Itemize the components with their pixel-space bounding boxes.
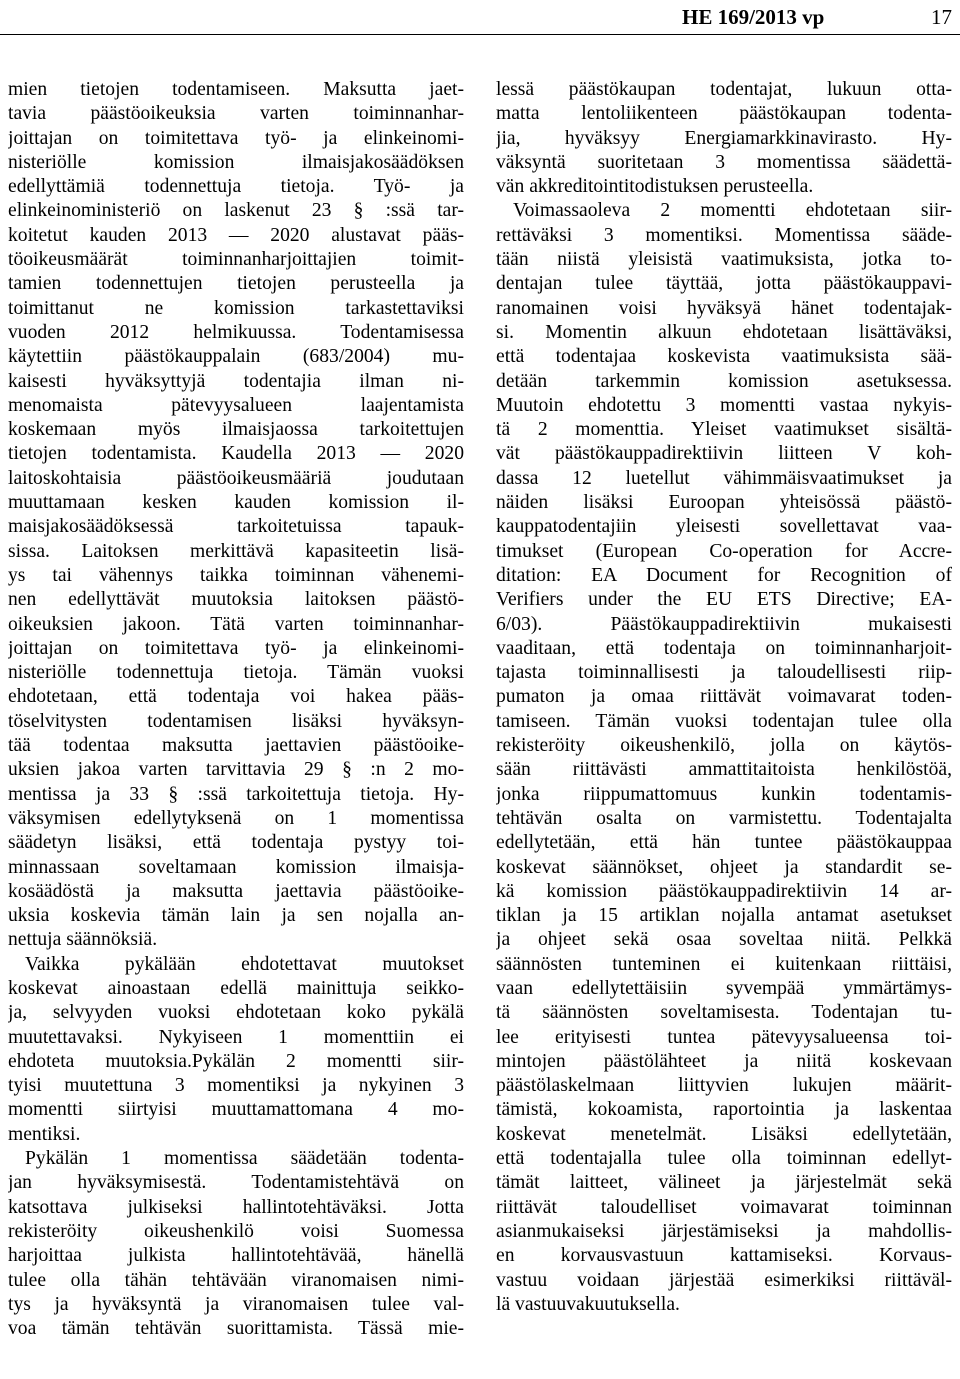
text-line: muuttamaan kesken kauden komission il- xyxy=(8,492,464,514)
text-line: koskevat ainoastaan edellä mainittuja seikko- xyxy=(8,977,464,999)
text-line: tiklan ja 15 artiklan nojalla antamat asetukset xyxy=(496,905,952,927)
text-line: toimittanut ne komission tarkastettaviksi xyxy=(8,297,464,319)
text-line: lee erityisesti tuntea pätevyysalueensa toi- xyxy=(496,1026,952,1048)
text-line: edellyttämiä todennettuja tietoja. Työ- ja xyxy=(8,176,464,198)
text-line: ehdotetaan, että todentaja voi hakea pääs- xyxy=(8,686,464,708)
text-line: vaan edellytettäisiin syvempää ymmärtämys- xyxy=(496,977,952,999)
text-line: nen edellyttävät muutoksia laitoksen päästö- xyxy=(8,589,464,611)
text-line: töselvitysten todentamisen lisäksi hyväksyn- xyxy=(8,710,464,732)
text-line: mentiksi. xyxy=(8,1123,81,1145)
text-line: tulee olla tähän tehtävään viranomaisen nimi- xyxy=(8,1269,464,1291)
header-rule xyxy=(0,34,960,35)
text-line: joittajan on toimitettava työ- ja elinkeinomi- xyxy=(8,637,464,659)
page-number: 17 xyxy=(931,5,952,29)
text-line: että todentajalla tulee olla toiminnan edellyt- xyxy=(496,1148,952,1170)
text-line: tehtävän osalta on varmistettu. Todentajalta xyxy=(496,807,952,829)
text-line: joittajan on toimitettava työ- ja elinkeinomi- xyxy=(8,127,464,149)
text-line: sään riittävästi ammattitaitoista henkilöstöä, xyxy=(496,759,952,781)
left-text-column xyxy=(8,78,464,1341)
text-line: 6/03). Päästökauppadirektiivin mukaisesti xyxy=(496,613,952,635)
text-line: dassa 12 luetellut vähimmäisvaatimukset ja xyxy=(496,467,952,489)
document-reference: HE 169/2013 vp xyxy=(682,5,825,29)
text-line: Verifiers under the EU ETS Directive; EA- xyxy=(496,589,952,611)
text-line: menomaista pätevyysalueen laajentamista xyxy=(8,394,464,416)
text-line: tajasta toiminnallisesti ja taloudellisesti riip- xyxy=(496,662,952,684)
text-line: tämät laitteet, välineet ja järjestelmät sekä xyxy=(496,1172,952,1194)
text-line: rekisteröity oikeushenkilö voisi Suomessa xyxy=(8,1220,464,1242)
text-line: ranomainen voisi hyväksyä hänet todentajak- xyxy=(496,297,952,319)
text-line: lä vastuuvakuutuksella. xyxy=(496,1293,680,1315)
text-line: ja ohjeet sekä osaa soveltaa niitä. Pelkkä xyxy=(496,929,952,951)
text-line: jonka riippumattomuus kunkin todentamis- xyxy=(496,783,952,805)
text-line: töoikeusmäärät toiminnanharjoittajien toimit- xyxy=(8,249,464,271)
text-line: tää todentaa maksutta jaettavien päästöoike- xyxy=(8,735,464,757)
text-line: laitoskohtaisia päästöoikeusmääriä joudutaan xyxy=(8,467,464,489)
text-line: tämistä, kokoamista, raportointia ja laskentaa xyxy=(496,1099,952,1121)
text-line: tys ja hyväksyntä ja viranomaisen tulee val- xyxy=(8,1293,464,1315)
text-line: en korvausvastuun kattamiseksi. Korvaus- xyxy=(496,1245,952,1267)
text-line: maisjakosäädöksessä tarkoitetuissa tapauk- xyxy=(8,516,464,538)
text-line: jia, hyväksyy Energiamarkkinavirasto. Hy- xyxy=(496,127,952,149)
text-line: tä 2 momenttia. Yleiset vaatimukset sisältä- xyxy=(496,419,952,441)
text-line: riittävät taloudelliset voimavarat toiminnan xyxy=(496,1196,952,1218)
text-line: että todentajaa koskevista vaatimuksista sää- xyxy=(496,346,952,368)
text-line: päästölaskelmaan liittyvien lukujen määrit- xyxy=(496,1075,952,1097)
text-line: väksymisen edellytyksenä on 1 momentissa xyxy=(8,807,464,829)
text-line: matta lentoliikenteen päästökaupan todenta- xyxy=(496,103,952,125)
text-line: katsottava julkiseksi hallintotehtäväksi. Jotta xyxy=(8,1196,464,1218)
text-line: säännösten tunteminen ei kuitenkaan riittäisi, xyxy=(496,953,952,975)
text-line: detään tarkemmin komission asetuksessa. xyxy=(496,370,952,392)
text-line: ys tai vähennys taikka toiminnan vähenemi- xyxy=(8,564,464,586)
text-line: vuoden 2012 helmikuussa. Todentamisessa xyxy=(8,321,464,343)
text-line: väksyntä suoritetaan 3 momentissa säädettä- xyxy=(496,151,952,173)
text-line: mentissa ja 33 § :ssä tarkoitettuja tietoja. Hy- xyxy=(8,783,464,805)
text-line: si. Momentin alkuun ehdotetaan lisättäväksi, xyxy=(496,321,952,343)
text-line: minnassaan soveltamaan komission ilmaisja- xyxy=(8,856,464,878)
text-line: kä komission päästökauppadirektiivin 14 ar- xyxy=(496,880,952,902)
text-line: muutettavaksi. Nykyiseen 1 momenttiin ei xyxy=(8,1026,464,1048)
text-line: näiden lisäksi Euroopan yhteisössä päästö- xyxy=(496,492,952,514)
text-line: ehdoteta muutoksia.Pykälän 2 momentti siir- xyxy=(8,1050,464,1072)
page-header xyxy=(0,0,960,30)
text-line: voa tämän tehtävän suorittamista. Tässä mie- xyxy=(8,1318,464,1340)
text-line: sissa. Laitoksen merkittävä kapasiteetin lisä- xyxy=(8,540,464,562)
text-line: nettuja säännöksiä. xyxy=(8,929,158,951)
text-line: asianmukaiseksi järjestämiseksi ja mahdollis- xyxy=(496,1220,952,1242)
text-line: mien tietojen todentamiseen. Maksutta jaet- xyxy=(8,79,464,100)
text-line: Pykälän 1 momentissa säädetään todenta- xyxy=(25,1148,464,1170)
text-line: vaaditaan, että todentaja on toiminnanharjoit- xyxy=(496,637,952,659)
text-line: momentti siirtyisi muuttamattomana 4 mo- xyxy=(8,1099,464,1121)
text-line: Vaikka pykälään ehdotettavat muutokset xyxy=(25,953,464,975)
text-line: tamien todennettujen tietojen perusteella ja xyxy=(8,273,464,295)
text-line: nisteriölle komission ilmaisjakosäädöksen xyxy=(8,151,464,173)
text-line: koskevat säännökset, ohjeet ja standardit se- xyxy=(496,856,952,878)
text-line: timukset (European Co-operation for Accre- xyxy=(496,540,952,562)
text-line: Voimassaoleva 2 momentti ehdotetaan siir- xyxy=(513,200,952,222)
text-line: tään niistä yleisistä vaatimuksista, jotka to- xyxy=(496,249,952,271)
text-line: tä säännösten soveltamisesta. Todentajan tu- xyxy=(496,1002,952,1024)
text-line: kaisesti hyväksyttyjä todentajia ilman ni- xyxy=(8,370,464,392)
text-line: dentajan tulee täyttää, jotta päästökauppavi- xyxy=(496,273,952,295)
text-line: oikeuksien jakoon. Tätä varten toiminnanhar- xyxy=(8,613,464,635)
text-line: Muutoin ehdotettu 3 momentti vastaa nykyis- xyxy=(496,394,952,416)
text-line: vät päästökauppadirektiivin liitteen V koh- xyxy=(496,443,952,465)
text-line: ditation: EA Document for Recognition of xyxy=(496,564,952,586)
text-line: rekisteröity oikeushenkilö, jolla on käytös- xyxy=(496,735,952,757)
text-line: rettäväksi 3 momentiksi. Momentissa sääde- xyxy=(496,224,952,246)
text-line: koskemaan myös ilmaisjaossa tarkoitettujen xyxy=(8,419,464,441)
text-line: pumaton ja omaa riittävät voimavarat toden- xyxy=(496,686,952,708)
text-line: uksien jakoa varten tarvittavia 29 § :n 2 mo- xyxy=(8,759,464,781)
text-line: käytettiin päästökauppalain (683/2004) mu- xyxy=(8,346,464,368)
text-line: uksia koskevia tämän lain ja sen nojalla an- xyxy=(8,905,464,927)
text-line: tavia päästöoikeuksia varten toiminnanhar- xyxy=(8,103,464,125)
text-line: kosäädöstä ja maksutta jaettavia päästöoike- xyxy=(8,880,464,902)
text-line: ja, selvyyden vuoksi ehdotetaan koko pykälä xyxy=(8,1002,464,1024)
text-line: vän akkreditointitodistuksen perusteella. xyxy=(496,176,814,198)
text-line: jan hyväksymisestä. Todentamistehtävä on xyxy=(8,1172,464,1194)
text-line: elinkeinoministeriö on laskenut 23 § :ssä tar- xyxy=(8,200,464,222)
text-line: edellytetään, että hän tuntee päästökauppaa xyxy=(496,832,952,854)
text-line: vastuu voidaan järjestää esimerkiksi riittäväl- xyxy=(496,1269,952,1291)
text-line: koitetut kauden 2013 — 2020 alustavat pääs- xyxy=(8,224,464,246)
text-line: tamiseen. Tämän vuoksi todentajan tulee olla xyxy=(496,710,952,732)
text-line: harjoittaa julkista hallintotehtävää, hänellä xyxy=(8,1245,464,1267)
text-line: nisteriölle todennettuja tietoja. Tämän vuoksi xyxy=(8,662,464,684)
text-line: säädetyn lisäksi, että todentaja pystyy toi- xyxy=(8,832,464,854)
right-text-column xyxy=(496,78,952,1317)
text-line: tietojen todentamista. Kaudella 2013 — 2020 xyxy=(8,443,464,465)
text-line: lessä päästökaupan todentajat, lukuun otta- xyxy=(496,79,952,100)
text-line: kauppatodentajiin yleisesti sovellettavat vaa- xyxy=(496,516,952,538)
text-line: mintojen päästölähteet ja niitä koskevaan xyxy=(496,1050,952,1072)
text-line: koskevat menetelmät. Lisäksi edellytetään, xyxy=(496,1123,952,1145)
text-line: tyisi muutettuna 3 momentiksi ja nykyinen 3 xyxy=(8,1075,464,1097)
